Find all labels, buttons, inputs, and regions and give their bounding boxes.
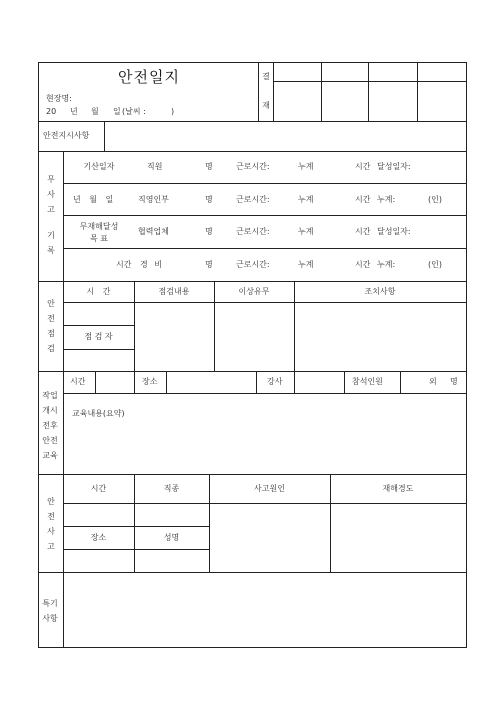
remarks-side: 특기 사항 (42, 599, 58, 623)
af-r1-b: 직원 (147, 162, 163, 171)
line-acc-header (63, 503, 466, 504)
instruction-label: 안전지시사항 (43, 131, 90, 140)
af-r2-c: 명 (205, 195, 213, 204)
af-r2-e: 누계 (298, 195, 314, 204)
edu-place-label: 장소 (142, 377, 158, 386)
accident-free-side-top: 무 사 고 (47, 175, 55, 214)
line-approval-left (258, 62, 259, 122)
line-af-bottom (38, 281, 466, 282)
af-r2-d: 근로시간: (236, 195, 270, 204)
line-edu-header (63, 393, 466, 394)
af-r1-c: 명 (205, 162, 213, 171)
line-af-row3 (63, 248, 466, 249)
af-r4-f: 시간 (355, 260, 371, 269)
acc-header-job: 직종 (163, 484, 180, 493)
line-edu-c4 (256, 371, 257, 394)
accident-side: 안 전 사 고 (47, 497, 55, 551)
acc-place-label: 장소 (90, 533, 107, 542)
af-r3-e: 누계 (298, 227, 314, 236)
af-r3-g: 달성일자: (377, 227, 411, 236)
line-bottom (38, 647, 466, 648)
af-r4-a: 시간 (116, 260, 132, 269)
line-af-row2 (63, 215, 466, 216)
line-acc-left1 (63, 526, 209, 527)
approval-label-2: 재 (262, 101, 270, 110)
af-r1-f: 시간 (355, 162, 371, 171)
line-instruction-bottom (38, 151, 466, 152)
line-edu-c5 (294, 371, 295, 394)
line-header-bottom (38, 121, 466, 122)
edu-attendees-label: 참석인원 (352, 377, 383, 386)
line-top (38, 62, 466, 63)
line-af-row1 (63, 183, 466, 184)
site-label: 현장명: (46, 94, 72, 103)
approval-label-1: 결 (262, 72, 270, 81)
line-insp-left1 (63, 325, 134, 326)
af-r4-b: 경 비 (140, 260, 162, 269)
page-title: 안전일지 (118, 68, 180, 86)
af-r1-d: 근로시간: (236, 162, 270, 171)
insp-header-action: 조치사항 (364, 287, 396, 296)
date-month: 월 (91, 107, 99, 116)
acc-header-cause: 사고원인 (254, 484, 285, 493)
af-r1-a: 기산일자 (83, 162, 115, 171)
insp-header-time: 시 간 (86, 287, 111, 296)
af-r3-f: 시간 (355, 227, 371, 236)
line-acc-left2 (63, 549, 209, 550)
af-r4-d: 근로시간: (236, 260, 270, 269)
edu-time-label: 시간 (70, 377, 86, 386)
af-r3-a: 무재해달성 목 표 (79, 222, 119, 243)
accident-free-side-bottom: 기 록 (47, 231, 55, 255)
af-r1-e: 누계 (298, 162, 314, 171)
line-approval-c2 (368, 62, 369, 122)
line-approval-label (273, 62, 274, 122)
insp-header-abnormal: 이상유무 (238, 287, 270, 296)
af-r4-e: 누계 (298, 260, 314, 269)
acc-header-time: 시간 (90, 484, 107, 493)
date-year: 년 (70, 107, 78, 116)
line-acc-bottom (38, 572, 466, 573)
inspector-label: 점 검 자 (84, 332, 113, 341)
af-r2-f: 시간 (355, 195, 371, 204)
line-edu-bottom (38, 474, 466, 475)
line-left (38, 62, 39, 648)
edu-other-label: 외 (429, 377, 437, 386)
date-prefix: 20 (46, 107, 57, 116)
af-r2-g: 누계: (377, 195, 396, 204)
date-weather: (날씨 : (122, 107, 146, 116)
date-day: 일 (113, 107, 121, 116)
education-side: 작업 개시 전후 안전 교육 (42, 391, 58, 460)
line-insp-bottom (38, 371, 466, 372)
line-edu-c7 (400, 371, 401, 394)
af-r4-g: 누계: (377, 260, 396, 269)
line-right (466, 62, 467, 648)
insp-header-content: 점검내용 (158, 287, 190, 296)
af-r3-d: 근로시간: (236, 227, 270, 236)
line-insp-left2 (63, 349, 134, 350)
acc-name-label: 성명 (163, 533, 180, 542)
edu-content-label: 교육내용(요약) (72, 409, 125, 418)
af-r1-g: 달성일자: (377, 162, 411, 171)
line-edu-c2 (134, 371, 135, 394)
af-r2-b: 직영인부 (138, 195, 169, 204)
af-r2-a: 년 월 일 (73, 195, 114, 204)
line-approval-mid (273, 81, 466, 82)
edu-lecturer-label: 강사 (267, 377, 283, 386)
af-r4-h: (인) (428, 260, 442, 269)
line-edu-c1 (95, 371, 96, 394)
line-approval-c3 (417, 62, 418, 122)
line-edu-c3 (166, 371, 167, 394)
line-approval-c1 (321, 62, 322, 122)
inspection-side: 안 전 점 검 (47, 299, 55, 353)
af-r3-c: 명 (205, 227, 213, 236)
af-r2-h: (인) (428, 195, 442, 204)
af-r4-c: 명 (205, 260, 213, 269)
af-r3-b: 협력업체 (138, 227, 169, 236)
line-instruction-split (104, 121, 105, 152)
date-close: ) (171, 107, 175, 116)
line-insp-header (63, 302, 466, 303)
acc-header-severity: 재해경도 (382, 484, 414, 493)
edu-unit-label: 명 (450, 377, 458, 386)
line-edu-c6 (344, 371, 345, 394)
